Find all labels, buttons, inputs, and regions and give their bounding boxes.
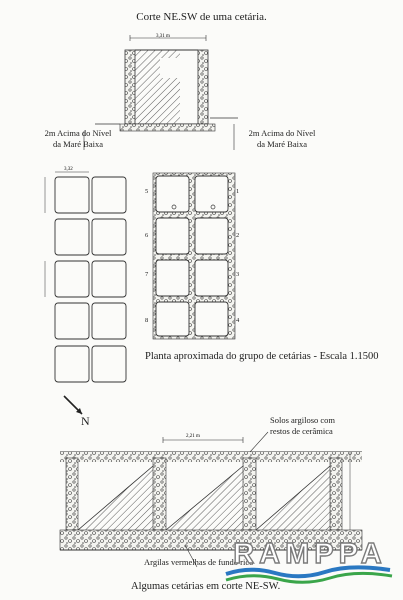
plan-number: 2 (236, 232, 240, 239)
dim-top-label: 3,31 m (156, 34, 170, 39)
north-arrow-icon (64, 396, 82, 414)
plan-number: 7 (145, 271, 149, 278)
plan-grid-left (55, 177, 126, 382)
plan-number: 4 (236, 317, 240, 324)
soil-label: Solos argiloso com restos de cerâmica (270, 415, 336, 436)
plan-caption: Planta aproximada do grupo de cetárias - Escala 1.1500 (145, 351, 379, 362)
plan-number: 8 (145, 317, 149, 324)
plan-number: 1 (236, 188, 240, 195)
dim-grid-label: 3,32 (64, 167, 73, 172)
rampa-logo (226, 538, 394, 584)
bottom-caption: Algumas cetárias em corte NE-SW. (131, 581, 281, 592)
plan-grid-right (153, 173, 235, 339)
page-title: Corte NE.SW de uma cetária. (136, 11, 267, 23)
plan-number: 6 (145, 232, 149, 239)
logo-text: RAMPPA (233, 538, 387, 570)
dim-bottom-label: 2,21 m (186, 434, 200, 439)
plan-number: 5 (145, 188, 149, 195)
north-label: N (81, 414, 90, 428)
left-level-label: 2m Acima do Nível da Maré Baixa (44, 128, 112, 149)
plan-number: 3 (236, 271, 240, 278)
right-level-label: 2m Acima do Nível da Maré Baixa (248, 128, 316, 149)
clay-label: Argilas vermelhas de fundo rico (144, 557, 254, 567)
